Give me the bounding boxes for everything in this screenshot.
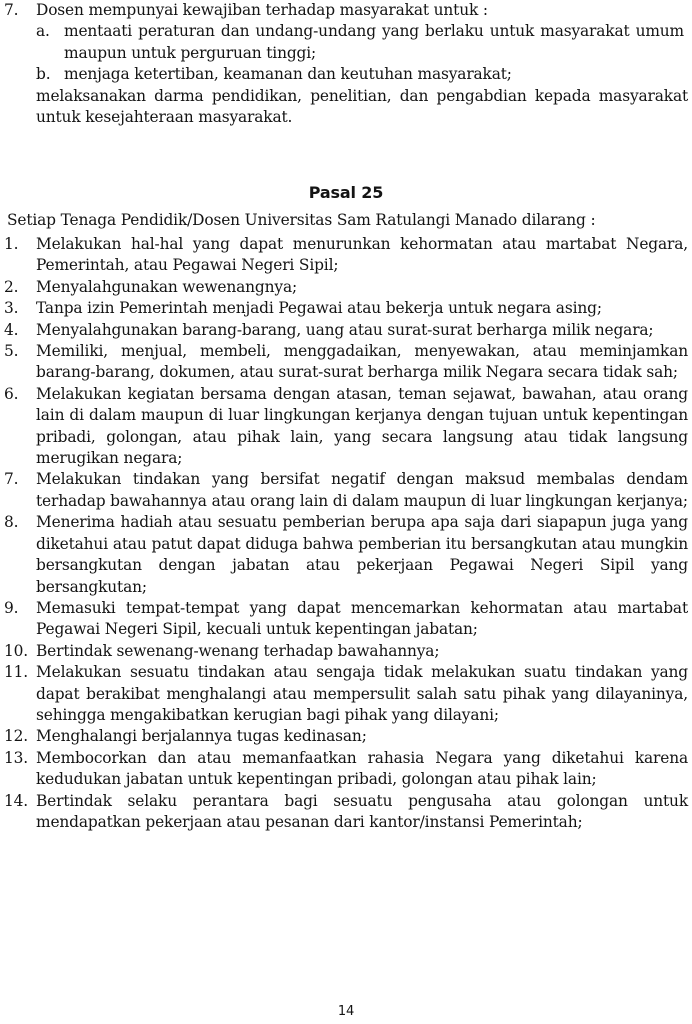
item-text: Dosen mempunyai kewajiban terhadap masyarakat untuk : xyxy=(36,1,488,19)
item-number: 1. xyxy=(4,235,19,253)
article-intro: Setiap Tenaga Pendidik/Dosen Universitas Sam Ratulangi Manado dilarang : xyxy=(7,211,596,229)
list-item xyxy=(0,512,692,598)
item-text: Memasuki tempat-tempat yang dapat mencemarkan kehormatan atau martabat Pegawai Negeri Sipil, kecuali untuk kepentingan jabatan; xyxy=(36,598,688,639)
item-text: Bertindak selaku perantara bagi sesuatu pengusaha atau golongan untuk mendapatkan pekerjaan atau pesanan dari kantor/instansi Pemerintah; xyxy=(36,791,688,831)
item-number: 12. xyxy=(4,727,29,746)
sub-item-label: a. xyxy=(36,22,50,41)
article-heading: Pasal 25 xyxy=(308,183,384,202)
item-number: 7. xyxy=(4,470,19,489)
list-item xyxy=(0,234,692,277)
item-text: Menghalangi berjalannya tugas kedinasan; xyxy=(36,727,367,746)
prohibition-list xyxy=(0,234,692,833)
list-item xyxy=(0,641,692,662)
item-number: 8. xyxy=(4,513,19,532)
item-text: Menyalahgunakan wewenangnya; xyxy=(36,277,298,296)
sub-item-b xyxy=(36,64,684,85)
list-item xyxy=(0,469,692,512)
list-item xyxy=(0,726,692,747)
list-item xyxy=(0,341,692,384)
item-text: Melakukan hal-hal yang dapat menurunkan kehormatan atau martabat Negara, Pemerintah, atau Pegawai Negeri Sipil; xyxy=(36,235,688,275)
item-number: 3. xyxy=(4,299,19,318)
list-item xyxy=(0,384,692,470)
item-text: Melakukan sesuatu tindakan atau sengaja tidak melakukan suatu tindakan yang dapat berakibat menghalangi atau mempersulit salah satu pihak yang dilayaninya, sehingga mengakibatkan kerugian bagi pihak yang dilayani; xyxy=(36,663,688,724)
item-number: 13. xyxy=(4,748,29,767)
item-number: 11. xyxy=(4,663,29,682)
item-number: 4. xyxy=(4,320,19,339)
item-text: Menyalahgunakan barang-barang, uang atau surat-surat berharga milik negara; xyxy=(36,320,654,339)
sub-item-a xyxy=(36,21,684,64)
item-text: Melakukan kegiatan bersama dengan atasan, teman sejawat, bawahan, atau orang lain di dalam maupun di luar lingkungan kerjanya dengan tujuan untuk kepentingan pribadi, golongan, atau pihak lain, yang secara langsung atau tidak langsung merugikan negara; xyxy=(36,384,688,468)
list-item xyxy=(0,748,692,791)
item-text: Bertindak sewenang-wenang terhadap bawahannya; xyxy=(36,641,440,660)
item-number: 10. xyxy=(4,641,29,660)
item-number: 2. xyxy=(4,277,19,296)
page-number: 14 xyxy=(337,1004,355,1019)
item-text: Melakukan tindakan yang bersifat negatif dengan maksud membalas dendam terhadap bawahannya atau orang lain di dalam maupun di luar lingkungan kerjanya; xyxy=(36,470,688,510)
item-number: 5. xyxy=(4,342,19,361)
item-text: Tanpa izin Pemerintah menjadi Pegawai atau bekerja untuk negara asing; xyxy=(36,299,602,318)
list-item xyxy=(0,277,692,298)
item-text: Membocorkan dan atau memanfaatkan rahasia Negara yang diketahui karena kedudukan jabatan untuk kepentingan pribadi, golongan atau pihak lain; xyxy=(36,748,688,789)
sub-item-text: mentaati peraturan dan undang-undang yang berlaku untuk masyarakat umum maupun untuk perguruan tinggi; xyxy=(64,22,684,62)
item-number: 14. xyxy=(4,791,29,810)
item-number: 6. xyxy=(4,384,19,403)
list-item xyxy=(0,791,692,834)
item-number: 9. xyxy=(4,598,19,617)
sub-item-label: b. xyxy=(36,65,51,84)
sub-item-text: menjaga ketertiban, keamanan dan keutuhan masyarakat; xyxy=(64,65,512,84)
list-item xyxy=(0,298,692,319)
top-list-item-7 xyxy=(0,0,692,128)
item-number: 7. xyxy=(4,1,19,19)
item-continuation-text: melaksanakan darma pendidikan, penelitian, dan pengabdian kepada masyarakat untuk kesejahteraan masyarakat. xyxy=(36,86,688,127)
list-item xyxy=(0,598,692,641)
item-text: Memiliki, menjual, membeli, menggadaikan, menyewakan, atau meminjamkan barang-barang, dokumen, atau surat-surat berharga milik Negara secara tidak sah; xyxy=(36,342,688,382)
sub-list xyxy=(36,21,688,85)
list-item xyxy=(0,662,692,726)
list-item xyxy=(0,320,692,341)
item-text: Menerima hadiah atau sesuatu pemberian berupa apa saja dari siapapun juga yang diketahui atau patut dapat diduga bahwa pemberian itu bersangkutan atau mungkin bersangkutan dengan jabatan atau pekerjaan Pegawai Negeri Sipil yang bersangkutan; xyxy=(36,513,688,596)
